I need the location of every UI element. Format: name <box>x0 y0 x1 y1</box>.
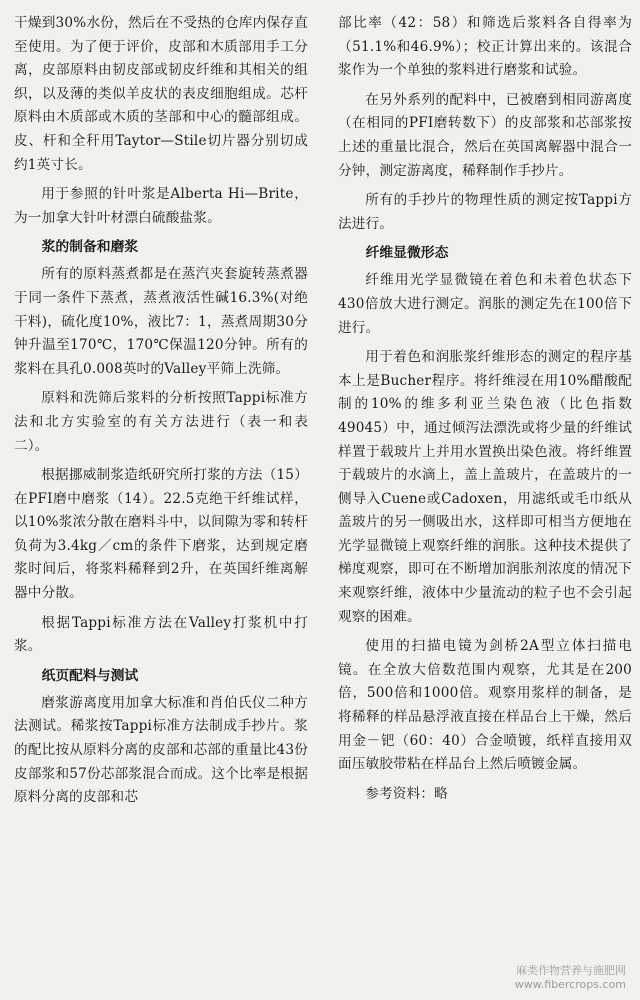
site-watermark <box>515 964 626 992</box>
paragraph: 用于参照的针叶浆是Alberta Hi—Brite，为一加拿大针叶材漂白硫酸盐浆。 <box>14 186 308 226</box>
right-column <box>338 12 632 812</box>
paragraph: 使用的扫描电镜为剑桥2A型立体扫描电镜。在全放大倍数范围内观察，尤其是在200倍，500倍和1000倍。观察用浆样的制备，是将稀释的样品悬浮液直接在样品台上干燥，然后用金－钯（60：40）合金喷镀，纸样直接用双面压敏胶带粘在样品台上然后喷镀金属。 <box>338 638 632 773</box>
paragraph: 干燥到30%水份，然后在不受热的仓库内保存直至使用。为了便于评价，皮部和木质部用手工分离，皮部原料由韧皮部或韧皮纤维和其相关的组织，以及薄的类似羊皮状的表皮细胞组成。芯杆原料由木质部或木质的茎部和中心的髓部组成。皮、杆和全秆用Taytor—Stile切片器分别切成约1英寸长。 <box>14 15 308 173</box>
section-heading: 纸页配料与测试 <box>41 667 139 684</box>
paragraph: 原料和洗筛后浆料的分析按照Tappi标准方法和北方实验室的有关方法进行（表一和表二）。 <box>14 390 308 454</box>
paragraph: 纤维用光学显微镜在着色和未着色状态下430倍放大进行测定。润胀的测定先在100倍下进行。 <box>338 272 632 336</box>
paragraph: 所有的手抄片的物理性质的测定按Tappi方法进行。 <box>338 192 632 232</box>
paragraph: 所有的原料蒸煮都是在蒸汽夹套旋转蒸煮器于同一条件下蒸煮，蒸煮液活性碱16.3%(对绝干料)，硫化度10%，液比7：1，蒸煮周期30分钟升温至170℃，170℃保温120分钟。所有的浆料在具孔0.008英吋的Valley平筛上洗筛。 <box>14 266 308 377</box>
paragraph: 根据Tappi标准方法在Valley打浆机中打浆。 <box>14 614 308 655</box>
references-note: 参考资料：略 <box>365 785 448 802</box>
left-column <box>14 12 308 816</box>
watermark-line: 麻类作物营养与施肥网 <box>516 964 626 977</box>
paragraph: 部比率（42：58）和筛选后浆料各自得率为（51.1%和46.9%）；校正计算出来的。该混合浆作为一个单独的浆料进行磨浆和试验。 <box>338 15 632 79</box>
paragraph: 在另外系列的配料中，已被磨到相同游离度（在相同的PFI磨转数下）的皮部浆和芯部浆按上述的重量比混合，然后在英国离解器中混合一分钟，测定游离度，稀释制作手抄片。 <box>338 91 632 179</box>
watermark-url: www.fibercrops.com <box>514 978 626 991</box>
paragraph: 根据挪威制浆造纸研究所打浆的方法（15）在PFI磨中磨浆（14）。22.5克绝干纤维试样，以10%浆浓分散在磨料斗中，以间隙为零和转杆负荷为3.4kg／cm的条件下磨浆，达到规定磨浆时间后，将浆料稀释到2升，在英国纤维离解器中分散。 <box>14 467 308 602</box>
section-heading: 纤维显微形态 <box>365 245 449 262</box>
section-heading: 浆的制备和磨浆 <box>41 239 139 256</box>
paragraph: 磨浆游离度用加拿大标准和肖伯氏仪二种方法测试。稀浆按Tappi标准方法制成手抄片。浆的配比按从原料分离的皮部和芯部的重量比43份皮部浆和57份芯部浆混合而成。这个比率是根据原料分离的皮部和芯 <box>14 694 308 806</box>
paragraph: 用于着色和润胀浆纤维形态的测定的程序基本上是Bucher程序。将纤维浸在用10%醋酸配制的10%的维多利亚兰染色液（比色指数49045）中，通过倾泻法漂洗或将少量的纤维试样置于载玻片上并用水置换出染色液。将纤维置于载玻片的水滴上，盖上盖玻片，在盖玻片的一侧导入Cuene或Cadoxen，用滤纸或毛巾纸从盖玻片的另一侧吸出水，这样即可相当方便地在光学显微镜上观察纤维的润胀。这种技术提供了梯度观察，即可在不断增加润胀剂浓度的情况下来观察纤维，液体中少量流动的粒子也不会引起观察的困难。 <box>338 349 632 625</box>
